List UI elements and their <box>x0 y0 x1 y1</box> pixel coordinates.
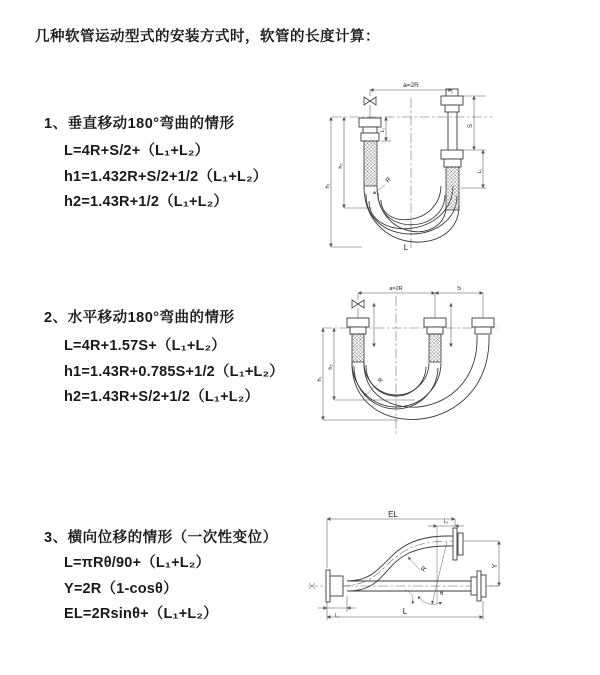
diagram-horizontal-180-bend <box>316 286 501 444</box>
section-1-heading: 1、垂直移动180°弯曲的情形 <box>44 116 235 132</box>
diagram-lateral-displacement <box>303 508 515 628</box>
dimension-S <box>435 286 483 318</box>
centerlines <box>332 98 492 248</box>
dim-label-h2: h₂ <box>328 364 334 370</box>
section-3-formula-EL: EL=2Rsinθ+（L₁+L₂） <box>64 606 218 622</box>
dimension-EL <box>327 510 455 568</box>
section-2-formula-L: L=4R+1.57S+（L₁+L₂） <box>64 338 226 354</box>
radius-label: R <box>377 377 385 385</box>
dimension-a2r <box>370 82 452 94</box>
left-leg-fitting <box>347 318 369 362</box>
hose-arcs <box>352 335 489 420</box>
dim-label-h2: h₂ <box>338 163 344 169</box>
radius-label: R <box>420 565 429 574</box>
hose-arcs <box>364 186 459 242</box>
section-3-heading: 3、横向位移的情形（一次性变位） <box>44 530 278 546</box>
section-2-formula-h1: h1=1.43R+0.785S+1/2（L₁+L₂） <box>64 364 284 380</box>
dimension-S <box>460 96 486 188</box>
dim-label-h1: h₁ <box>317 376 323 382</box>
dim-label-a2r: a=2R <box>389 286 403 292</box>
section-1-formula-h2: h2=1.43R+1/2（L₁+L₂） <box>64 194 229 210</box>
dimension-h1 <box>325 117 362 247</box>
page-title: 几种软管运动型式的安装方式时，软管的长度计算： <box>35 29 380 45</box>
bowtie-valve-icon <box>352 293 364 318</box>
dimension-a2r <box>358 286 435 318</box>
dimension-L <box>327 601 483 620</box>
dimension-L1 <box>318 596 356 619</box>
section-1-formula-h1: h1=1.432R+S/2+1/2（L₁+L₂） <box>64 169 268 185</box>
left-flange-fitting <box>326 570 343 602</box>
dim-label-el: EL <box>388 510 398 519</box>
bowtie-valve-icon <box>364 90 376 118</box>
dim-label-y: Y <box>492 563 499 569</box>
length-label: L <box>402 607 408 616</box>
dim-label-s: S <box>468 123 474 129</box>
dim-label-l1: L₁ <box>380 127 386 133</box>
section-2-formula-h2: h2=1.43R+S/2+1/2（L₁+L₂） <box>64 389 260 405</box>
dim-label-a2r: a=2R <box>403 82 419 89</box>
section-3-formula-L: L=πRθ/90+（L₁+L₂） <box>64 555 211 571</box>
radius-callout <box>408 557 429 573</box>
lower-right-flange-fitting <box>471 571 486 601</box>
dim-label-l2: L₂ <box>443 519 449 525</box>
right-leg-fitting <box>472 318 494 334</box>
dim-label-l1: L₁ <box>334 613 340 619</box>
middle-leg-fitting <box>424 318 446 362</box>
left-leg-fitting <box>359 118 381 186</box>
section-2-heading: 2、水平移动180°弯曲的情形 <box>44 310 235 326</box>
radius-label: R <box>384 176 393 185</box>
right-leg-fitting <box>441 89 463 210</box>
upper-right-flange-fitting <box>448 528 463 560</box>
dim-label-l2: L₂ <box>477 168 483 174</box>
diagram-vertical-180-bend <box>318 76 496 256</box>
length-label: L <box>403 243 409 252</box>
dim-label-h1: h₁ <box>325 183 331 189</box>
dim-label-s: S <box>456 286 462 292</box>
dimension-L1 <box>380 117 391 141</box>
section-3-formula-Y: Y=2R（1-cosθ） <box>64 581 178 597</box>
angle-theta <box>405 542 447 604</box>
section-1-formula-L: L=4R+S/2+（L₁+L₂） <box>64 143 210 159</box>
centerlines <box>322 296 498 436</box>
theta-label: θ <box>440 591 444 597</box>
